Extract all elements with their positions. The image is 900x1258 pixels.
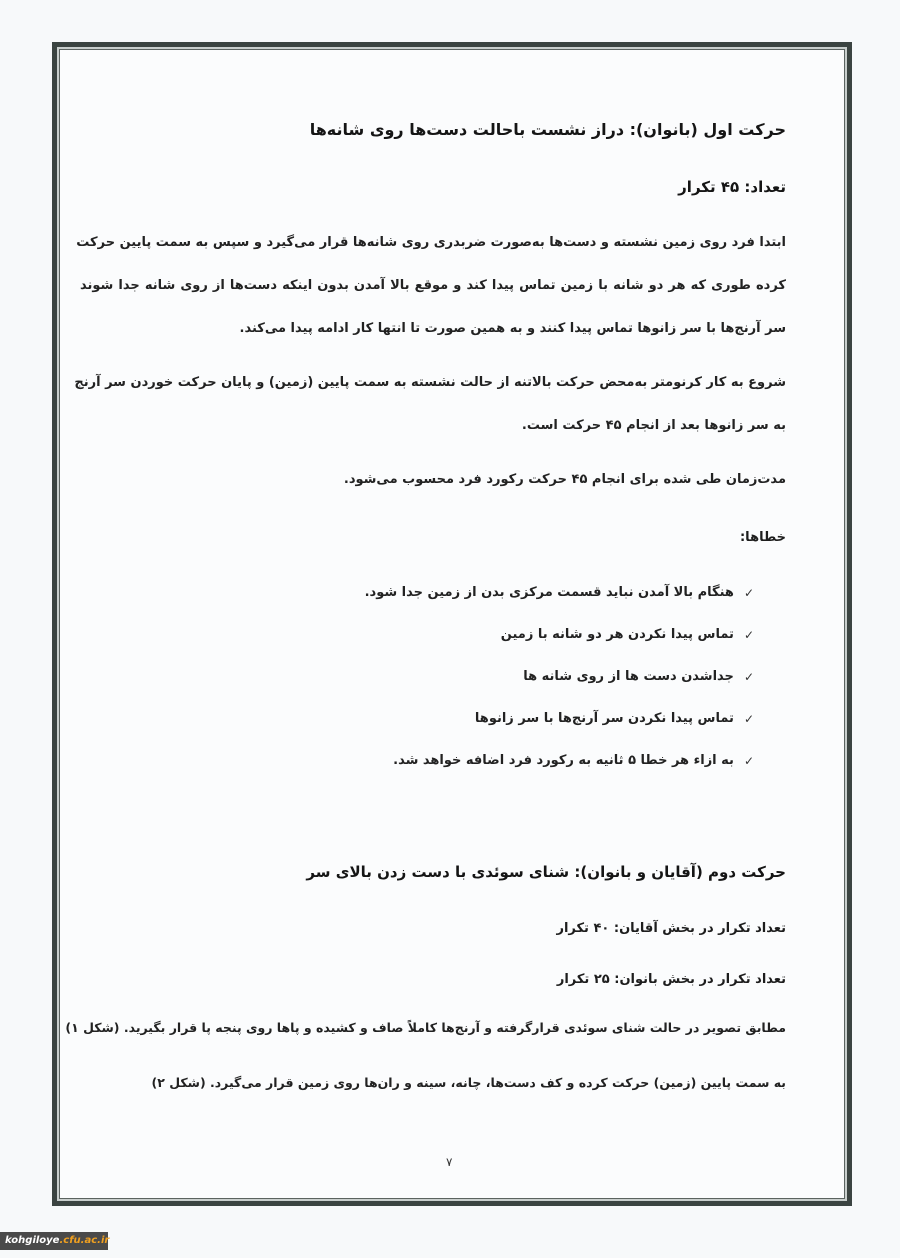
section1-paragraph1-line2: کرده طوری که هر دو شانه با زمین تماس پیدا کند و موقع بالا آمدن بدون اینکه دست‌ها از روی شانه جدا شوند [80,278,786,293]
error-list-item [393,753,754,768]
section1-paragraph3: مدت‌زمان طی شده برای انجام ۴۵ حرکت رکورد فرد محسوب می‌شود. [343,472,786,487]
errors-title: خطاها: [739,530,786,545]
section1-count: تعداد: ۴۵ تکرار [678,178,786,196]
section1-paragraph1-line1: ابتدا فرد روی زمین نشسته و دست‌ها به‌صورت ضربدری روی شانه‌ها قرار می‌گیرد و سپس به سمت پایین حرکت [76,235,786,250]
section2-title: حرکت دوم (آقایان و بانوان): شنای سوئدی با دست زدن بالای سر [306,863,786,881]
document-page [60,50,786,1200]
section1-paragraph1-line3: سر آرنج‌ها با سر زانوها تماس پیدا کنند و به همین صورت تا انتها کار ادامه پیدا می‌کند. [239,321,786,336]
error-text: هنگام بالا آمدن نباید قسمت مرکزی بدن از زمین جدا شود. [364,585,734,600]
section1-paragraph2-line1: شروع به کار کرنومتر به‌محض حرکت بالاتنه از حالت نشسته به سمت پایین (زمین) و پایان حرکت خوردن سر آرنج [74,375,786,390]
error-list-item [475,711,754,726]
check-icon: ✓ [743,585,754,600]
section2-paragraph1-line1: مطابق تصویر در حالت شنای سوئدی قرارگرفته و آرنج‌ها کاملاً صاف و کشیده و پاها روی پنجه پا قرار بگیرید. (شکل ۱) [65,1020,786,1035]
error-text: تماس پیدا نکردن هر دو شانه با زمین [500,627,734,642]
error-list-item [501,627,754,642]
section2-count-women: تعداد تکرار در بخش بانوان: ۲۵ تکرار [556,972,786,987]
error-text: به ازاء هر خطا ۵ ثانیه به رکورد فرد اضافه خواهد شد. [393,753,734,768]
check-icon: ✓ [743,753,754,768]
watermark-suffix: .cfu.ac.ir [59,1235,110,1246]
watermark-prefix: kohgiloye [5,1235,60,1246]
check-icon: ✓ [743,711,754,726]
check-icon: ✓ [743,627,754,642]
section2-paragraph1-line2: به سمت پایین (زمین) حرکت کرده و کف دست‌ها، چانه، سینه و ران‌ها روی زمین قرار می‌گیرد. (شکل ۲) [151,1075,786,1090]
check-icon: ✓ [743,669,754,684]
page-number: ۷ [446,1155,453,1169]
error-list-item [365,585,754,600]
site-watermark [0,1232,108,1250]
error-text: تماس پیدا نکردن سر آرنج‌ها با سر زانوها [474,711,734,726]
error-text: جداشدن دست ها از روی شانه ها [523,669,734,684]
section1-title: حرکت اول (بانوان): دراز نشست باحالت دست‌ها روی شانه‌ها [309,120,786,139]
error-list-item [523,669,754,684]
section1-paragraph2-line2: به سر زانوها بعد از انجام ۴۵ حرکت است. [521,418,786,433]
section2-count-men: تعداد تکرار در بخش آقایان: ۴۰ تکرار [556,921,786,936]
